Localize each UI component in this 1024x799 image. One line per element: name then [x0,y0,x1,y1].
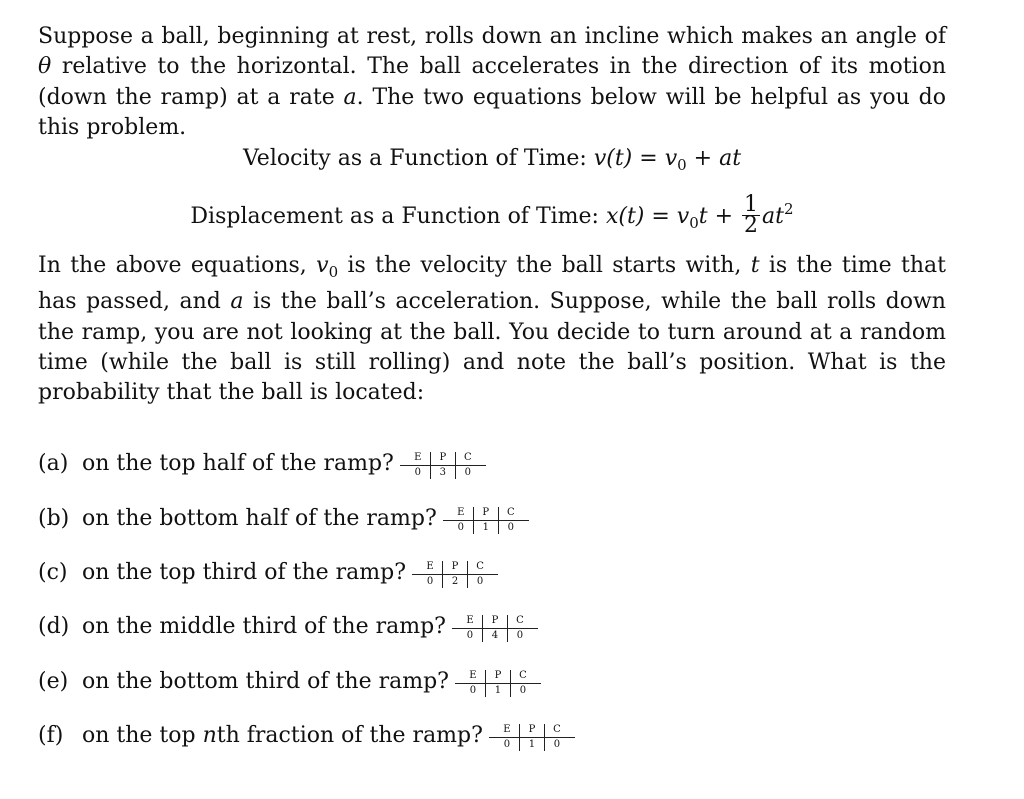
fraction-numerator: 1 [744,191,759,217]
epc-score-table [449,507,523,534]
epc-p-label: P [431,452,455,466]
epc-c-label: C [508,615,532,629]
explanation-text-1: In the above equations, [38,253,317,279]
epc-p-value: 1 [482,521,489,533]
explanation-text-4: is the ball’s acceleration. Suppose, while the ball rolls down the ramp, you are not looking at the ball. You decide to turn around at a random time (while the ball is still rolling) and note the ball’s position. What is the probability that the ball is located: [38,289,946,406]
epc-c-label: C [499,507,523,521]
epc-p-label: P [483,615,507,629]
intro-text-2: relative to the horizontal. The ball accelerates in the direction of its motion (down the ramp) at a rate [38,54,946,110]
epc-c-value: 0 [553,738,561,750]
intro-text-1: Suppose a ball, beginning at rest, rolls down an incline which makes an angle of [38,24,946,49]
epc-p-label: P [486,670,510,684]
question-letter: (f) [38,722,64,748]
question-text: on the bottom third of the ramp? [82,668,449,694]
epc-score-table [461,670,535,697]
question-b [38,491,946,545]
displacement-v0: v [676,204,690,230]
velocity-v0: v [664,146,678,172]
problem-document [38,22,946,762]
explanation-v0-subscript: 0 [328,263,339,282]
epc-c-value: 0 [519,684,527,696]
epc-e-label: E [418,561,442,575]
explanation-t: t [750,253,760,279]
question-text: on the top half of the ramp? [82,451,394,477]
intro-text-3: . The two equations below will be helpful as you do this problem. [38,84,946,140]
velocity-equation [38,144,946,180]
explanation-text-3: is the time that has passed, and [38,253,946,315]
question-text [82,723,483,748]
epc-c-value: 0 [507,521,514,533]
epc-e-label: E [495,724,519,738]
question-f [38,708,946,762]
epc-p-value: 1 [528,738,536,750]
question-text-before: on the top [82,722,203,748]
displacement-label: Displacement as a Function of Time: [190,204,606,230]
velocity-at-term: + at [686,146,742,172]
displacement-at-term: at [762,204,785,230]
displacement-v0-subscript: 0 [689,214,699,233]
epc-e-value: 0 [426,575,434,587]
epc-c-label: C [545,724,569,738]
epc-e-label: E [406,452,430,466]
displacement-exponent: 2 [784,200,794,219]
epc-score-table [458,615,532,642]
epc-e-label: E [461,670,485,684]
epc-score-table [495,724,569,751]
epc-c-value: 0 [464,467,472,479]
displacement-t-term: t + [698,204,741,230]
epc-p-label: P [520,724,544,738]
epc-p-label: P [443,561,467,575]
one-half-fraction [742,191,760,238]
question-list [38,437,946,763]
epc-p-value: 2 [451,575,459,587]
question-c [38,545,946,599]
epc-p-value: 1 [494,684,502,696]
epc-p-label: P [474,507,498,521]
epc-p-value: 4 [491,630,499,642]
epc-c-value: 0 [516,630,524,642]
fraction-denominator: 2 [744,212,759,238]
velocity-v0-subscript: 0 [677,156,687,175]
question-letter: (c) [38,559,68,585]
question-letter: (a) [38,451,69,477]
theta-symbol: θ [38,54,52,80]
epc-c-label: C [511,670,535,684]
velocity-lhs: v(t) [593,146,633,172]
explanation-text-2: is the velocity the ball starts with, [338,253,751,279]
displacement-lhs: x(t) [605,204,645,230]
question-letter: (e) [38,668,69,694]
epc-score-table [406,452,480,479]
question-letter: (b) [38,505,70,531]
epc-e-value: 0 [503,738,511,750]
epc-e-value: 0 [469,684,477,696]
displacement-equation [38,191,946,238]
question-d [38,600,946,654]
displacement-equals: = [644,204,677,230]
epc-e-value: 0 [466,630,474,642]
n-symbol: n [202,722,217,748]
question-text: on the top third of the ramp? [82,559,407,585]
epc-e-value: 0 [457,521,464,533]
question-letter: (d) [38,614,70,640]
epc-c-value: 0 [476,575,484,587]
question-e [38,654,946,708]
velocity-equals: = [632,146,665,172]
intro-paragraph [38,22,946,143]
epc-p-value: 3 [439,467,447,479]
explanation-v0: v [316,253,329,279]
question-text-after: th fraction of the ramp? [216,722,483,748]
epc-c-label: C [468,561,492,575]
explanation-a: a [230,289,244,315]
epc-e-value: 0 [414,467,422,479]
question-text: on the middle third of the ramp? [82,614,446,640]
acceleration-symbol: a [343,84,357,110]
explanation-paragraph [38,251,946,408]
question-a [38,437,946,491]
velocity-label: Velocity as a Function of Time: [242,146,594,172]
epc-e-label: E [458,615,482,629]
epc-score-table [418,561,492,588]
question-text: on the bottom half of the ramp? [82,505,437,531]
epc-c-label: C [456,452,480,466]
epc-e-label: E [449,507,473,521]
